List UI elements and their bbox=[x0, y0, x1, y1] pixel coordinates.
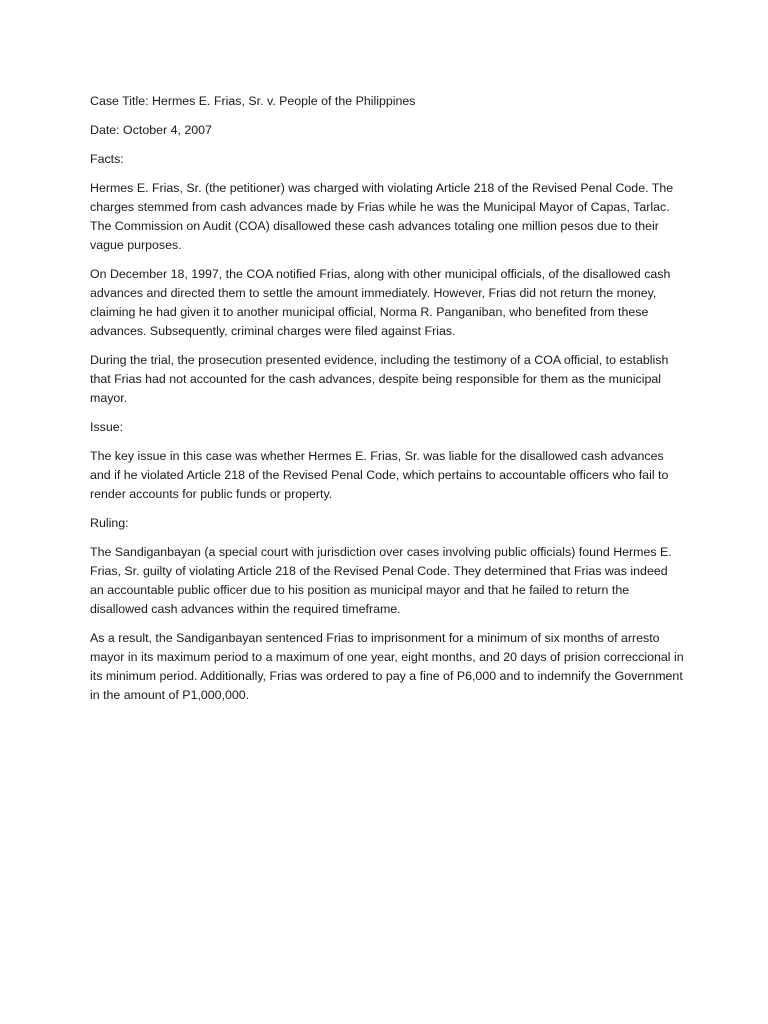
ruling-paragraph: As a result, the Sandiganbayan sentenced Frias to imprisonment for a minimum of six months of arresto mayor in its maximum period to a maximum of one year, eight months, and 20 days of prision correccional in its minimum period. Additionally, Frias was ordered to pay a fine of P6,000 and to indemnify the Government in the amount of P1,000,000. bbox=[90, 631, 684, 702]
issue-heading: Issue: bbox=[90, 420, 124, 434]
facts-heading: Facts: bbox=[90, 152, 124, 166]
case-date: Date: October 4, 2007 bbox=[90, 123, 212, 137]
facts-paragraph: Hermes E. Frias, Sr. (the petitioner) was charged with violating Article 218 of the Revised Penal Code. The charges stemmed from cash advances made by Frias while he was the Municipal Mayor of Capas, Tarlac. The Commission on Audit (COA) disallowed these cash advances totaling one million pesos due to their vague purposes. bbox=[90, 181, 674, 252]
ruling-paragraph: The Sandiganbayan (a special court with jurisdiction over cases involving public officials) found Hermes E. Frias, Sr. guilty of violating Article 218 of the Revised Penal Code. They determined that Frias was indeed an accountable public officer due to his position as municipal mayor and that he failed to return the disallowed cash advances within the required timeframe. bbox=[90, 545, 672, 616]
case-title: Case Title: Hermes E. Frias, Sr. v. People of the Philippines bbox=[90, 94, 416, 108]
issue-paragraph: The key issue in this case was whether Hermes E. Frias, Sr. was liable for the disallowed cash advances and if he violated Article 218 of the Revised Penal Code, which pertains to accountable officers who fail to render accounts for public funds or property. bbox=[90, 449, 669, 501]
ruling-heading: Ruling: bbox=[90, 516, 129, 530]
facts-paragraph: During the trial, the prosecution presented evidence, including the testimony of a COA official, to establish that Frias had not accounted for the cash advances, despite being responsible for them as the municipal mayor. bbox=[90, 353, 669, 405]
facts-paragraph: On December 18, 1997, the COA notified Frias, along with other municipal officials, of the disallowed cash advances and directed them to settle the amount immediately. However, Frias did not return the money, claiming he had given it to another municipal official, Norma R. Panganiban, who benefited from these advances. Subsequently, criminal charges were filed against Frias. bbox=[90, 267, 671, 338]
